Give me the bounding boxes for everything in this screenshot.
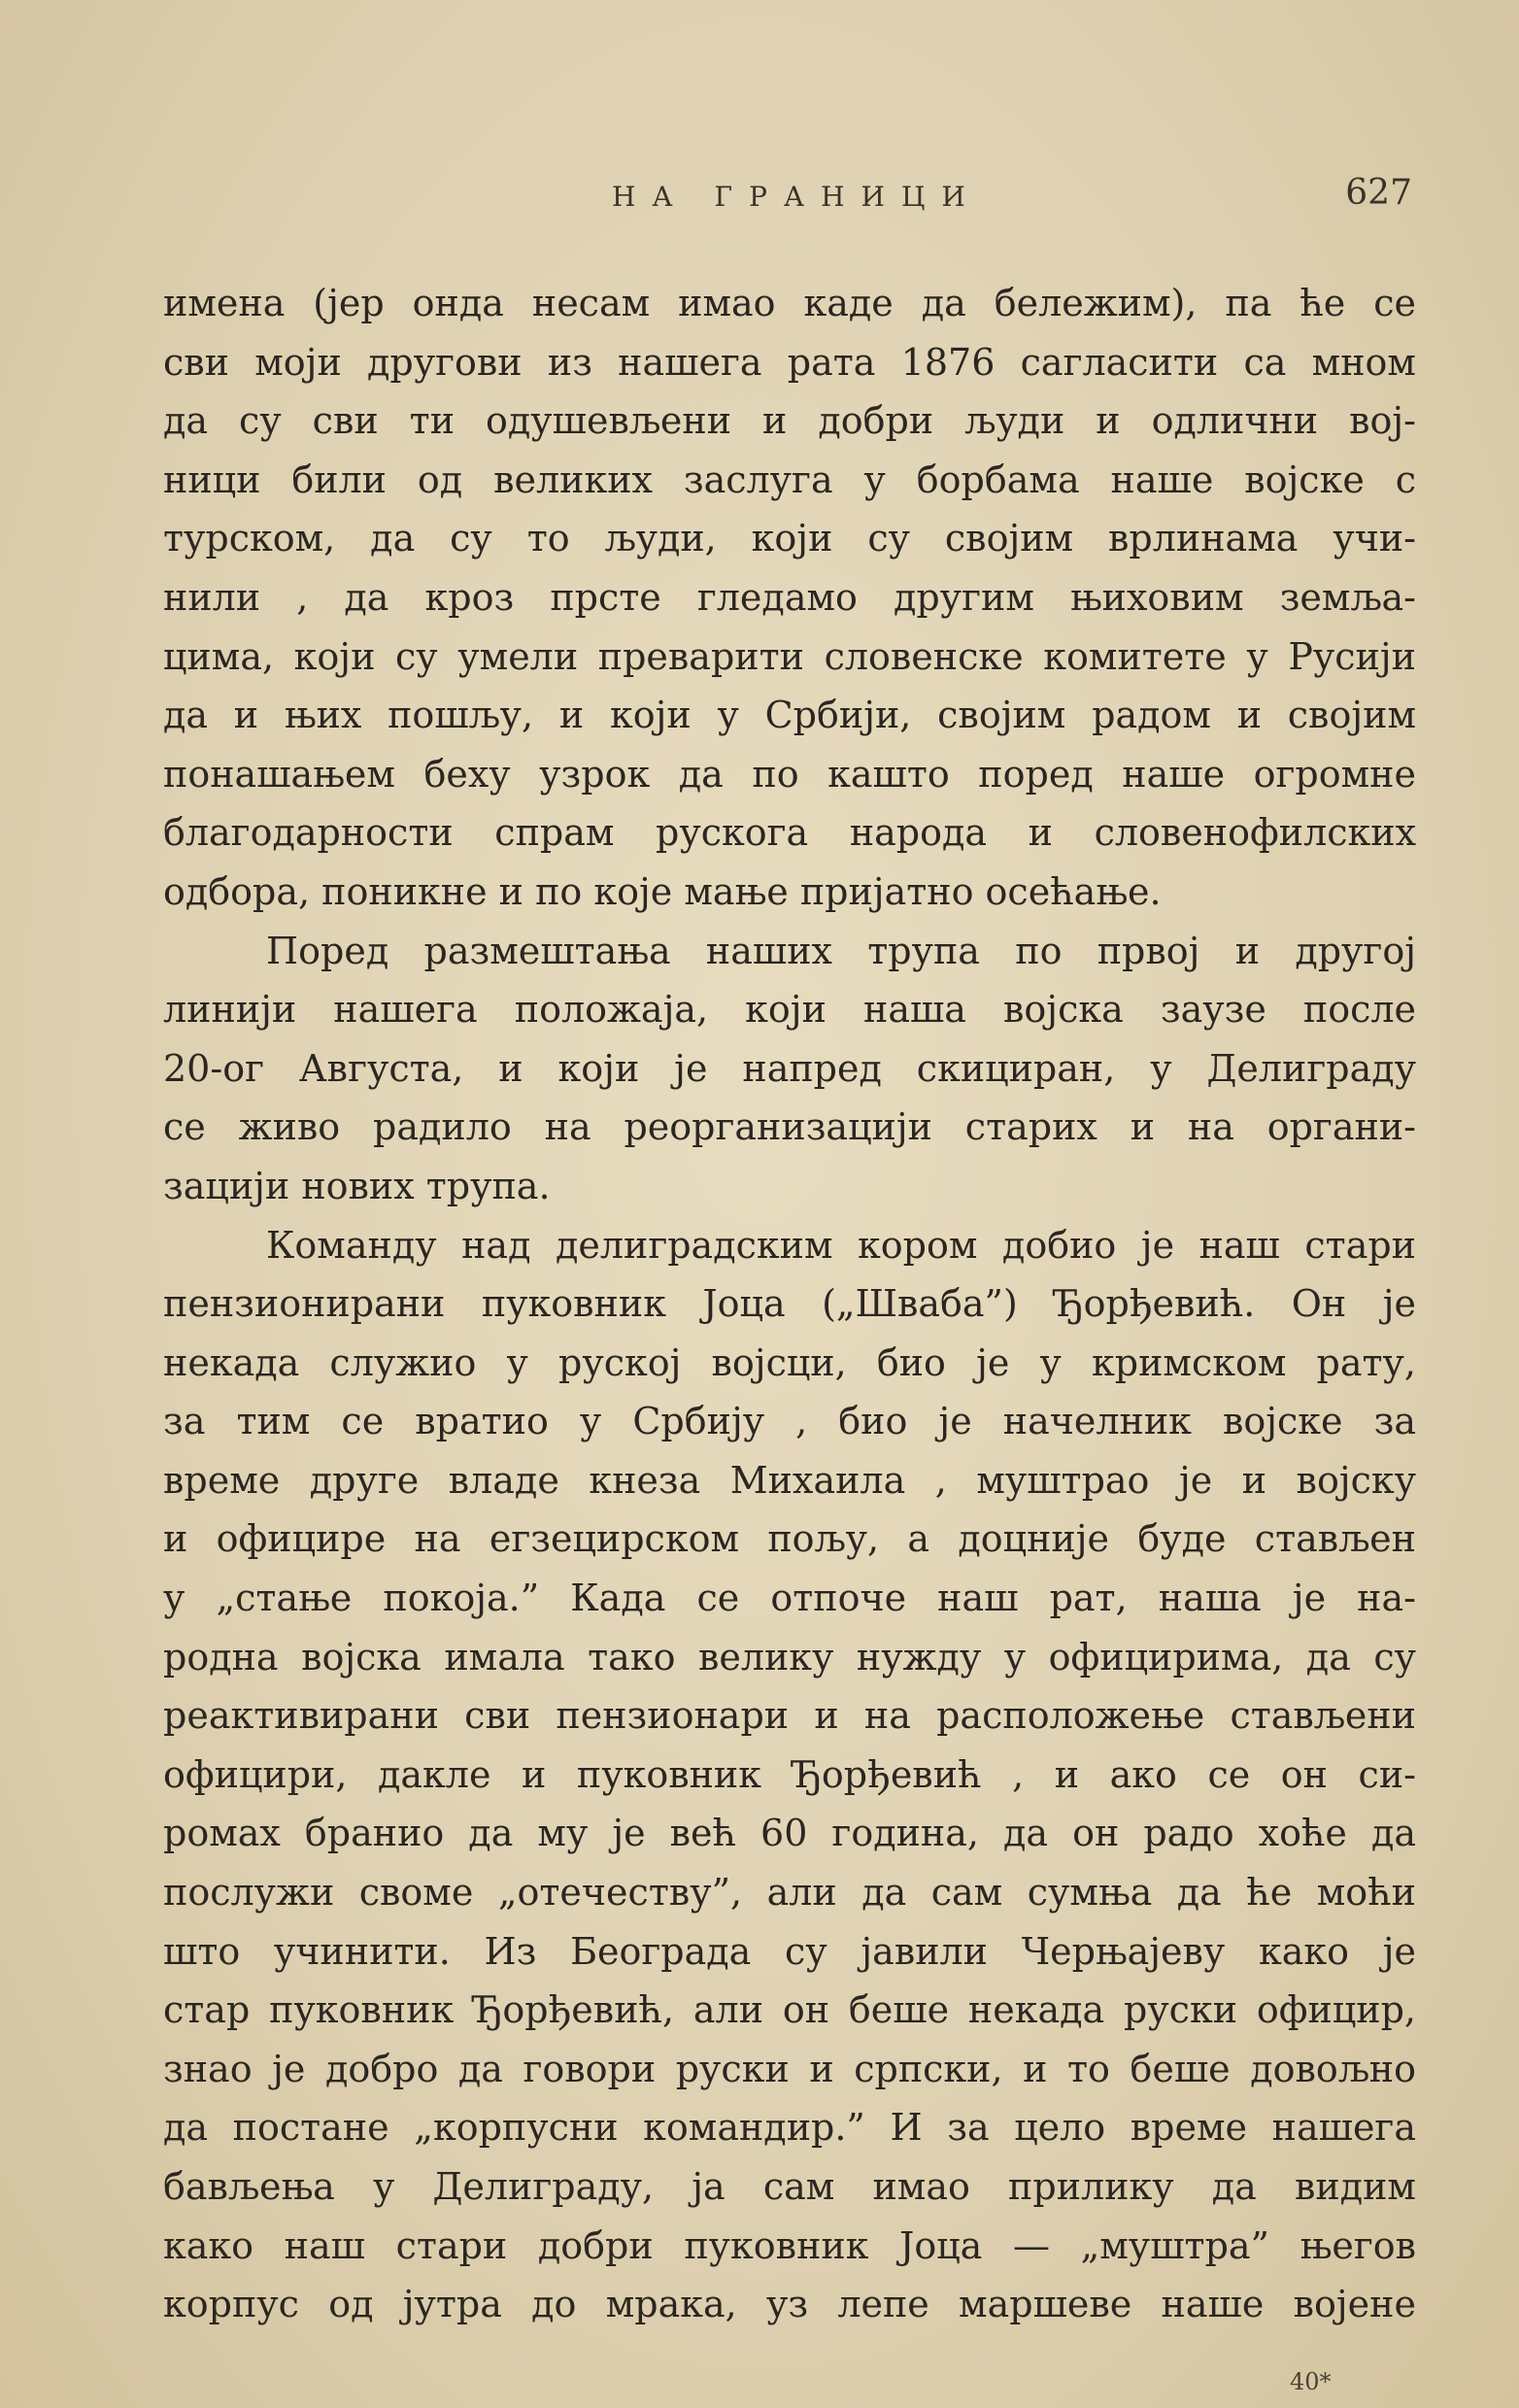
text-line: линији нашега положаја, који наша војска заузе после [163,988,1416,1032]
text-line: да су сви ти одушевљени и добри људи и одлични вој- [163,399,1416,443]
printer-signature-mark: 40* [1290,2368,1332,2395]
paragraph-start-line: Команду над делиградским кором добио је наш стари [266,1223,1416,1267]
text-line: за тим се вратио у Србију , био је начелник војске за [163,1400,1416,1443]
text-line: благодарности спрам рускога народа и словенофилских [163,811,1416,855]
text-line: бављења у Делиграду, ја сам имао прилику да видим [163,2165,1416,2208]
text-line: официри, дакле и пуковник Ђорђевић , и ако се он си- [163,1752,1416,1796]
text-line: стар пуковник Ђорђевић, али он беше некада руски официр, [163,1988,1416,2032]
text-line: нили , да кроз прсте гледамо другим њиховим земља- [163,575,1416,619]
text-line: што учинити. Из Београда су јавили Черњајеву како је [163,1929,1416,1973]
text-line: време друге владе кнеза Михаила , муштрао је и војску [163,1458,1416,1502]
body-text [163,274,1416,2334]
text-line: да постане „корпусни командир.” И за цело време нашега [163,2106,1416,2150]
text-line: 20-ог Августа, и који је напред скициран, у Делиграду [163,1046,1416,1090]
text-line: реактивирани сви пензионари и на расположење стављени [163,1694,1416,1738]
text-line: се живо радило на реорганизацији старих и на органи- [163,1105,1416,1149]
text-line: и официре на егзецирском пољу, а доцније буде стављен [163,1517,1416,1561]
text-line: зацији нових трупа. [163,1164,551,1207]
running-title: НА ГРАНИЦИ [612,181,982,213]
text-line: у „стање покоја.” Када се отпоче наш рат, наша је на- [163,1577,1416,1620]
text-line: пензионирани пуковник Јоца („Шваба”) Ђорђевић. Он је [163,1282,1416,1326]
text-line: родна војска имала тако велику нужду у официрима, да су [163,1635,1416,1679]
text-line: послужи своме „отечеству”, али да сам сумња да ће моћи [163,1871,1416,1915]
text-line: знао је добро да говори руски и српски, и то беше довољно [163,2047,1416,2090]
text-line: понашањем беху узрок да по кашто поред наше огромне [163,752,1416,796]
text-line: имена (јер онда несам имао каде да бележим), па ће се [163,282,1416,324]
text-line: турском, да су то људи, који су својим врлинама учи- [163,517,1416,560]
text-line: некада служио у руској војсци, био је у кримском рату, [163,1340,1416,1384]
text-line: ромах бранио да му је већ 60 година, да он радо хоће да [163,1812,1416,1855]
text-line: цима, који су умели преварити словенске комитете у Русији [163,634,1416,678]
paragraph-start-line: Поред размештања наших трупа по првој и другој [266,929,1416,972]
page-number: 627 [1345,173,1412,213]
text-line: како наш стари добри пуковник Јоца — „муштра” његов [163,2223,1416,2267]
text-line: сви моји другови из нашега рата 1876 сагласити са мном [163,340,1416,384]
text-line: ници били од великих заслуга у борбама наше војске с [163,458,1416,501]
text-line: корпус од јутра до мрака, уз лепе маршеве наше војене [163,2283,1416,2326]
text-line: да и њих пошљу, и који у Србији, својим радом и својим [163,694,1416,737]
text-line: одбора, поникне и по које мање пријатно осећање. [163,869,1162,913]
